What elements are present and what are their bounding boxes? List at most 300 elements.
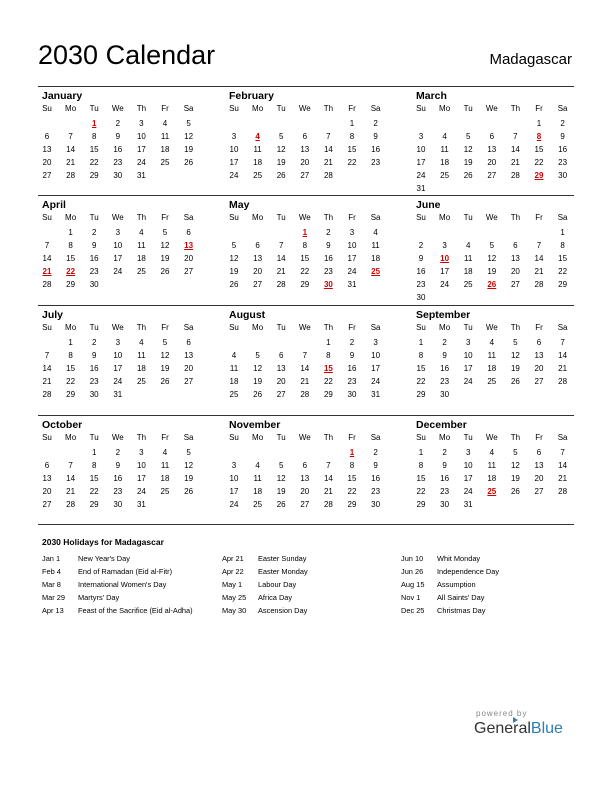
holiday-day[interactable]: 1 [349, 448, 355, 457]
calendar-day[interactable]: 10 [136, 461, 146, 470]
calendar-day[interactable]: 28 [300, 390, 310, 399]
calendar-day[interactable]: 16 [323, 254, 333, 263]
calendar-day[interactable]: 19 [510, 474, 520, 483]
calendar-day[interactable]: 25 [136, 377, 146, 386]
calendar-day[interactable]: 7 [536, 241, 542, 250]
calendar-day[interactable]: 11 [487, 351, 496, 360]
calendar-day[interactable]: 8 [302, 241, 308, 250]
calendar-day[interactable]: 12 [160, 351, 170, 360]
calendar-day[interactable]: 24 [440, 280, 450, 289]
calendar-day[interactable]: 5 [186, 119, 191, 128]
calendar-day[interactable]: 29 [66, 280, 76, 289]
calendar-day[interactable]: 28 [534, 280, 544, 289]
calendar-day[interactable]: 16 [371, 145, 381, 154]
calendar-day[interactable]: 17 [229, 158, 239, 167]
calendar-day[interactable]: 20 [276, 377, 286, 386]
calendar-day[interactable]: 24 [229, 171, 239, 180]
calendar-day[interactable]: 18 [253, 487, 263, 496]
calendar-day[interactable]: 23 [347, 377, 357, 386]
calendar-day[interactable]: 6 [513, 241, 518, 250]
calendar-day[interactable]: 27 [253, 280, 263, 289]
calendar-day[interactable]: 1 [326, 338, 331, 347]
calendar-day[interactable]: 3 [115, 338, 121, 347]
calendar-day[interactable]: 28 [42, 280, 52, 289]
calendar-day[interactable]: 12 [184, 132, 194, 141]
calendar-day[interactable]: 3 [139, 119, 144, 128]
calendar-day[interactable]: 27 [300, 500, 310, 509]
calendar-day[interactable]: 4 [489, 338, 495, 347]
calendar-day[interactable]: 14 [300, 364, 310, 373]
calendar-day[interactable]: 11 [137, 351, 146, 360]
calendar-day[interactable]: 6 [44, 461, 50, 470]
calendar-day[interactable]: 25 [487, 377, 497, 386]
calendar-day[interactable]: 5 [278, 461, 284, 470]
calendar-day[interactable]: 26 [184, 158, 194, 167]
calendar-day[interactable]: 11 [440, 145, 449, 154]
calendar-day[interactable]: 10 [463, 351, 473, 360]
calendar-day[interactable]: 28 [510, 171, 520, 180]
calendar-day[interactable]: 25 [440, 171, 450, 180]
calendar-day[interactable]: 7 [326, 461, 331, 470]
calendar-day[interactable]: 5 [489, 241, 495, 250]
calendar-day[interactable]: 17 [347, 254, 357, 263]
calendar-day[interactable]: 13 [300, 474, 310, 483]
calendar-day[interactable]: 14 [323, 145, 333, 154]
calendar-day[interactable]: 2 [349, 338, 355, 347]
calendar-day[interactable]: 27 [534, 487, 544, 496]
calendar-day[interactable]: 23 [89, 267, 99, 276]
calendar-day[interactable]: 3 [373, 338, 378, 347]
calendar-day[interactable]: 20 [42, 158, 52, 167]
calendar-day[interactable]: 14 [323, 474, 333, 483]
calendar-day[interactable]: 31 [347, 280, 357, 289]
calendar-day[interactable]: 14 [276, 254, 286, 263]
calendar-day[interactable]: 26 [184, 487, 194, 496]
calendar-day[interactable]: 11 [160, 132, 170, 141]
calendar-day[interactable]: 20 [253, 267, 263, 276]
calendar-day[interactable]: 18 [160, 145, 170, 154]
calendar-day[interactable]: 30 [440, 390, 450, 399]
calendar-day[interactable]: 16 [558, 145, 568, 154]
calendar-day[interactable]: 7 [513, 132, 518, 141]
calendar-day[interactable]: 4 [255, 461, 260, 470]
calendar-day[interactable]: 15 [416, 364, 426, 373]
calendar-day[interactable]: 24 [463, 487, 473, 496]
calendar-day[interactable]: 13 [184, 351, 194, 360]
calendar-day[interactable]: 16 [89, 364, 99, 373]
calendar-day[interactable]: 7 [44, 351, 50, 360]
calendar-day[interactable]: 1 [68, 338, 73, 347]
calendar-day[interactable]: 15 [300, 254, 310, 263]
calendar-day[interactable]: 4 [465, 241, 471, 250]
calendar-day[interactable]: 12 [487, 254, 497, 263]
calendar-day[interactable]: 23 [323, 267, 333, 276]
calendar-day[interactable]: 20 [184, 364, 194, 373]
calendar-day[interactable]: 25 [160, 487, 170, 496]
calendar-day[interactable]: 10 [229, 145, 239, 154]
calendar-day[interactable]: 20 [42, 487, 52, 496]
calendar-day[interactable]: 2 [418, 241, 424, 250]
calendar-day[interactable]: 25 [463, 280, 473, 289]
calendar-day[interactable]: 22 [534, 158, 544, 167]
calendar-day[interactable]: 4 [373, 228, 378, 237]
calendar-day[interactable]: 8 [68, 351, 73, 360]
calendar-day[interactable]: 20 [184, 254, 194, 263]
holiday-day[interactable]: 25 [371, 267, 381, 276]
calendar-day[interactable]: 5 [186, 448, 191, 457]
calendar-day[interactable]: 7 [560, 338, 565, 347]
calendar-day[interactable]: 6 [278, 351, 284, 360]
calendar-day[interactable]: 24 [113, 267, 123, 276]
calendar-day[interactable]: 15 [66, 254, 76, 263]
calendar-day[interactable]: 30 [371, 500, 381, 509]
calendar-day[interactable]: 9 [115, 461, 121, 470]
calendar-day[interactable]: 27 [487, 171, 497, 180]
calendar-day[interactable]: 1 [68, 228, 73, 237]
calendar-day[interactable]: 3 [231, 461, 237, 470]
calendar-day[interactable]: 7 [326, 132, 331, 141]
calendar-day[interactable]: 6 [302, 461, 308, 470]
calendar-day[interactable]: 11 [487, 461, 496, 470]
calendar-day[interactable]: 27 [42, 171, 52, 180]
calendar-day[interactable]: 3 [418, 132, 424, 141]
calendar-day[interactable]: 27 [184, 377, 194, 386]
calendar-day[interactable]: 31 [371, 390, 381, 399]
calendar-day[interactable]: 12 [510, 351, 520, 360]
calendar-day[interactable]: 5 [231, 241, 237, 250]
calendar-day[interactable]: 9 [560, 132, 565, 141]
calendar-day[interactable]: 10 [229, 474, 239, 483]
calendar-day[interactable]: 19 [253, 377, 263, 386]
calendar-day[interactable]: 4 [162, 448, 168, 457]
calendar-day[interactable]: 19 [510, 364, 520, 373]
calendar-day[interactable]: 17 [463, 474, 473, 483]
calendar-day[interactable]: 30 [440, 500, 450, 509]
calendar-day[interactable]: 15 [558, 254, 568, 263]
calendar-day[interactable]: 29 [323, 390, 333, 399]
calendar-day[interactable]: 18 [136, 364, 146, 373]
calendar-day[interactable]: 19 [160, 254, 170, 263]
calendar-day[interactable]: 6 [489, 132, 495, 141]
calendar-day[interactable]: 9 [442, 461, 447, 470]
calendar-day[interactable]: 20 [510, 267, 520, 276]
calendar-day[interactable]: 7 [560, 448, 565, 457]
calendar-day[interactable]: 16 [113, 145, 123, 154]
calendar-day[interactable]: 29 [89, 500, 99, 509]
calendar-day[interactable]: 21 [66, 487, 76, 496]
calendar-day[interactable]: 23 [440, 487, 450, 496]
calendar-day[interactable]: 15 [534, 145, 544, 154]
calendar-day[interactable]: 15 [416, 474, 426, 483]
calendar-day[interactable]: 14 [42, 254, 52, 263]
calendar-day[interactable]: 16 [440, 474, 450, 483]
calendar-day[interactable]: 21 [323, 158, 333, 167]
calendar-day[interactable]: 23 [113, 158, 123, 167]
calendar-day[interactable]: 20 [300, 487, 310, 496]
calendar-day[interactable]: 10 [113, 241, 123, 250]
calendar-day[interactable]: 23 [416, 280, 426, 289]
calendar-day[interactable]: 13 [253, 254, 263, 263]
holiday-day[interactable]: 15 [323, 364, 333, 373]
calendar-day[interactable]: 6 [44, 132, 50, 141]
calendar-day[interactable]: 2 [442, 338, 447, 347]
calendar-day[interactable]: 12 [276, 474, 286, 483]
calendar-day[interactable]: 13 [534, 461, 544, 470]
calendar-day[interactable]: 19 [276, 158, 286, 167]
calendar-day[interactable]: 9 [373, 132, 378, 141]
calendar-day[interactable]: 17 [440, 267, 450, 276]
calendar-day[interactable]: 13 [276, 364, 286, 373]
calendar-day[interactable]: 3 [231, 132, 237, 141]
calendar-day[interactable]: 13 [300, 145, 310, 154]
holiday-day[interactable]: 25 [487, 487, 497, 496]
calendar-day[interactable]: 31 [136, 171, 146, 180]
calendar-day[interactable]: 28 [558, 487, 568, 496]
calendar-day[interactable]: 24 [136, 487, 146, 496]
calendar-day[interactable]: 6 [186, 228, 191, 237]
calendar-day[interactable]: 5 [278, 132, 284, 141]
calendar-day[interactable]: 9 [91, 351, 97, 360]
calendar-day[interactable]: 25 [160, 158, 170, 167]
calendar-day[interactable]: 27 [276, 390, 286, 399]
calendar-day[interactable]: 1 [418, 448, 424, 457]
calendar-day[interactable]: 15 [89, 474, 99, 483]
calendar-day[interactable]: 19 [487, 267, 497, 276]
calendar-day[interactable]: 12 [253, 364, 263, 373]
calendar-day[interactable]: 2 [373, 119, 378, 128]
holiday-day[interactable]: 10 [440, 254, 450, 263]
calendar-day[interactable]: 16 [89, 254, 99, 263]
calendar-day[interactable]: 13 [487, 145, 497, 154]
calendar-day[interactable]: 30 [89, 390, 99, 399]
calendar-day[interactable]: 9 [91, 241, 97, 250]
calendar-day[interactable]: 2 [91, 338, 97, 347]
calendar-day[interactable]: 11 [464, 254, 473, 263]
calendar-day[interactable]: 19 [276, 487, 286, 496]
calendar-day[interactable]: 21 [276, 267, 286, 276]
calendar-day[interactable]: 18 [463, 267, 473, 276]
calendar-day[interactable]: 15 [347, 145, 357, 154]
calendar-day[interactable]: 5 [162, 228, 168, 237]
calendar-day[interactable]: 21 [510, 158, 520, 167]
calendar-day[interactable]: 10 [113, 351, 123, 360]
calendar-day[interactable]: 22 [89, 487, 99, 496]
calendar-day[interactable]: 3 [139, 448, 144, 457]
calendar-day[interactable]: 7 [302, 351, 308, 360]
calendar-day[interactable]: 19 [229, 267, 239, 276]
calendar-day[interactable]: 21 [534, 267, 544, 276]
holiday-day[interactable]: 1 [302, 228, 308, 237]
calendar-day[interactable]: 13 [510, 254, 520, 263]
calendar-day[interactable]: 8 [68, 241, 73, 250]
calendar-day[interactable]: 7 [44, 241, 50, 250]
calendar-day[interactable]: 8 [349, 132, 355, 141]
calendar-day[interactable]: 17 [416, 158, 426, 167]
calendar-day[interactable]: 2 [560, 119, 565, 128]
calendar-day[interactable]: 8 [91, 461, 97, 470]
calendar-day[interactable]: 14 [558, 461, 568, 470]
calendar-day[interactable]: 5 [513, 338, 518, 347]
calendar-day[interactable]: 22 [323, 377, 333, 386]
calendar-day[interactable]: 8 [418, 351, 424, 360]
calendar-day[interactable]: 7 [68, 132, 73, 141]
calendar-day[interactable]: 21 [323, 487, 333, 496]
calendar-day[interactable]: 29 [558, 280, 568, 289]
calendar-day[interactable]: 11 [371, 241, 380, 250]
calendar-day[interactable]: 3 [465, 338, 471, 347]
calendar-day[interactable]: 20 [487, 158, 497, 167]
calendar-day[interactable]: 28 [42, 390, 52, 399]
calendar-day[interactable]: 28 [276, 280, 286, 289]
calendar-day[interactable]: 28 [323, 171, 333, 180]
calendar-day[interactable]: 1 [536, 119, 542, 128]
calendar-day[interactable]: 12 [276, 145, 286, 154]
calendar-day[interactable]: 31 [113, 390, 123, 399]
calendar-day[interactable]: 10 [463, 461, 473, 470]
calendar-day[interactable]: 11 [160, 461, 170, 470]
calendar-day[interactable]: 13 [42, 145, 52, 154]
calendar-day[interactable]: 8 [91, 132, 97, 141]
calendar-day[interactable]: 10 [371, 351, 381, 360]
calendar-day[interactable]: 27 [300, 171, 310, 180]
calendar-day[interactable]: 26 [160, 267, 170, 276]
calendar-day[interactable]: 5 [513, 448, 518, 457]
calendar-day[interactable]: 25 [253, 171, 263, 180]
calendar-day[interactable]: 2 [373, 448, 378, 457]
calendar-day[interactable]: 17 [371, 364, 381, 373]
calendar-day[interactable]: 6 [536, 448, 542, 457]
calendar-day[interactable]: 6 [302, 132, 308, 141]
calendar-day[interactable]: 27 [42, 500, 52, 509]
calendar-day[interactable]: 8 [418, 461, 424, 470]
calendar-day[interactable]: 17 [229, 487, 239, 496]
calendar-day[interactable]: 16 [416, 267, 426, 276]
calendar-day[interactable]: 29 [416, 500, 426, 509]
calendar-day[interactable]: 22 [347, 158, 357, 167]
calendar-day[interactable]: 24 [416, 171, 426, 180]
calendar-day[interactable]: 12 [160, 241, 170, 250]
calendar-day[interactable]: 25 [229, 390, 239, 399]
calendar-day[interactable]: 30 [113, 500, 123, 509]
calendar-day[interactable]: 22 [300, 267, 310, 276]
calendar-day[interactable]: 11 [253, 145, 262, 154]
calendar-day[interactable]: 5 [465, 132, 471, 141]
calendar-day[interactable]: 6 [255, 241, 260, 250]
calendar-day[interactable]: 17 [113, 254, 123, 263]
calendar-day[interactable]: 21 [558, 364, 568, 373]
calendar-day[interactable]: 1 [349, 119, 355, 128]
calendar-day[interactable]: 24 [371, 377, 381, 386]
calendar-day[interactable]: 10 [416, 145, 426, 154]
calendar-day[interactable]: 23 [558, 158, 568, 167]
calendar-day[interactable]: 26 [253, 390, 263, 399]
calendar-day[interactable]: 9 [373, 461, 378, 470]
calendar-day[interactable]: 13 [42, 474, 52, 483]
calendar-day[interactable]: 6 [186, 338, 191, 347]
calendar-day[interactable]: 22 [347, 487, 357, 496]
calendar-day[interactable]: 1 [91, 448, 97, 457]
calendar-day[interactable]: 26 [276, 171, 286, 180]
calendar-day[interactable]: 31 [136, 500, 146, 509]
calendar-day[interactable]: 3 [349, 228, 355, 237]
calendar-day[interactable]: 7 [68, 461, 73, 470]
calendar-day[interactable]: 4 [162, 119, 168, 128]
calendar-day[interactable]: 14 [66, 474, 76, 483]
calendar-day[interactable]: 5 [255, 351, 260, 360]
holiday-day[interactable]: 1 [91, 119, 97, 128]
calendar-day[interactable]: 9 [418, 254, 424, 263]
calendar-day[interactable]: 28 [66, 500, 76, 509]
calendar-day[interactable]: 26 [276, 500, 286, 509]
calendar-day[interactable]: 22 [89, 158, 99, 167]
calendar-day[interactable]: 20 [300, 158, 310, 167]
holiday-day[interactable]: 26 [487, 280, 497, 289]
calendar-day[interactable]: 11 [137, 241, 146, 250]
calendar-day[interactable]: 9 [115, 132, 121, 141]
calendar-day[interactable]: 11 [229, 364, 239, 373]
calendar-day[interactable]: 23 [371, 487, 381, 496]
calendar-day[interactable]: 30 [113, 171, 123, 180]
calendar-day[interactable]: 21 [300, 377, 310, 386]
calendar-day[interactable]: 12 [510, 461, 520, 470]
calendar-day[interactable]: 16 [347, 364, 357, 373]
calendar-day[interactable]: 14 [534, 254, 544, 263]
calendar-day[interactable]: 29 [66, 390, 76, 399]
calendar-day[interactable]: 16 [440, 364, 450, 373]
calendar-day[interactable]: 26 [160, 377, 170, 386]
calendar-day[interactable]: 18 [440, 158, 450, 167]
calendar-day[interactable]: 25 [136, 267, 146, 276]
calendar-day[interactable]: 8 [560, 241, 565, 250]
calendar-day[interactable]: 30 [89, 280, 99, 289]
calendar-day[interactable]: 30 [558, 171, 568, 180]
calendar-day[interactable]: 27 [534, 377, 544, 386]
calendar-day[interactable]: 24 [136, 158, 146, 167]
calendar-day[interactable]: 18 [160, 474, 170, 483]
calendar-day[interactable]: 3 [442, 241, 447, 250]
calendar-day[interactable]: 26 [229, 280, 239, 289]
calendar-day[interactable]: 4 [442, 132, 447, 141]
calendar-day[interactable]: 19 [184, 145, 194, 154]
calendar-day[interactable]: 16 [113, 474, 123, 483]
calendar-day[interactable]: 14 [558, 351, 568, 360]
calendar-day[interactable]: 14 [66, 145, 76, 154]
calendar-day[interactable]: 24 [463, 377, 473, 386]
calendar-day[interactable]: 24 [347, 267, 357, 276]
calendar-day[interactable]: 9 [442, 351, 447, 360]
calendar-day[interactable]: 12 [184, 461, 194, 470]
calendar-day[interactable]: 29 [416, 390, 426, 399]
calendar-day[interactable]: 13 [534, 351, 544, 360]
calendar-day[interactable]: 1 [560, 228, 565, 237]
calendar-day[interactable]: 9 [326, 241, 331, 250]
calendar-day[interactable]: 21 [558, 474, 568, 483]
calendar-day[interactable]: 7 [278, 241, 284, 250]
calendar-day[interactable]: 19 [184, 474, 194, 483]
calendar-day[interactable]: 26 [510, 377, 520, 386]
calendar-day[interactable]: 4 [231, 351, 237, 360]
calendar-day[interactable]: 20 [534, 474, 544, 483]
holiday-day[interactable]: 8 [536, 132, 542, 141]
calendar-day[interactable]: 24 [113, 377, 123, 386]
calendar-day[interactable]: 26 [463, 171, 473, 180]
holiday-day[interactable]: 4 [255, 132, 260, 141]
calendar-day[interactable]: 17 [113, 364, 123, 373]
calendar-day[interactable]: 30 [347, 390, 357, 399]
calendar-day[interactable]: 28 [66, 171, 76, 180]
calendar-day[interactable]: 25 [253, 500, 263, 509]
calendar-day[interactable]: 19 [160, 364, 170, 373]
